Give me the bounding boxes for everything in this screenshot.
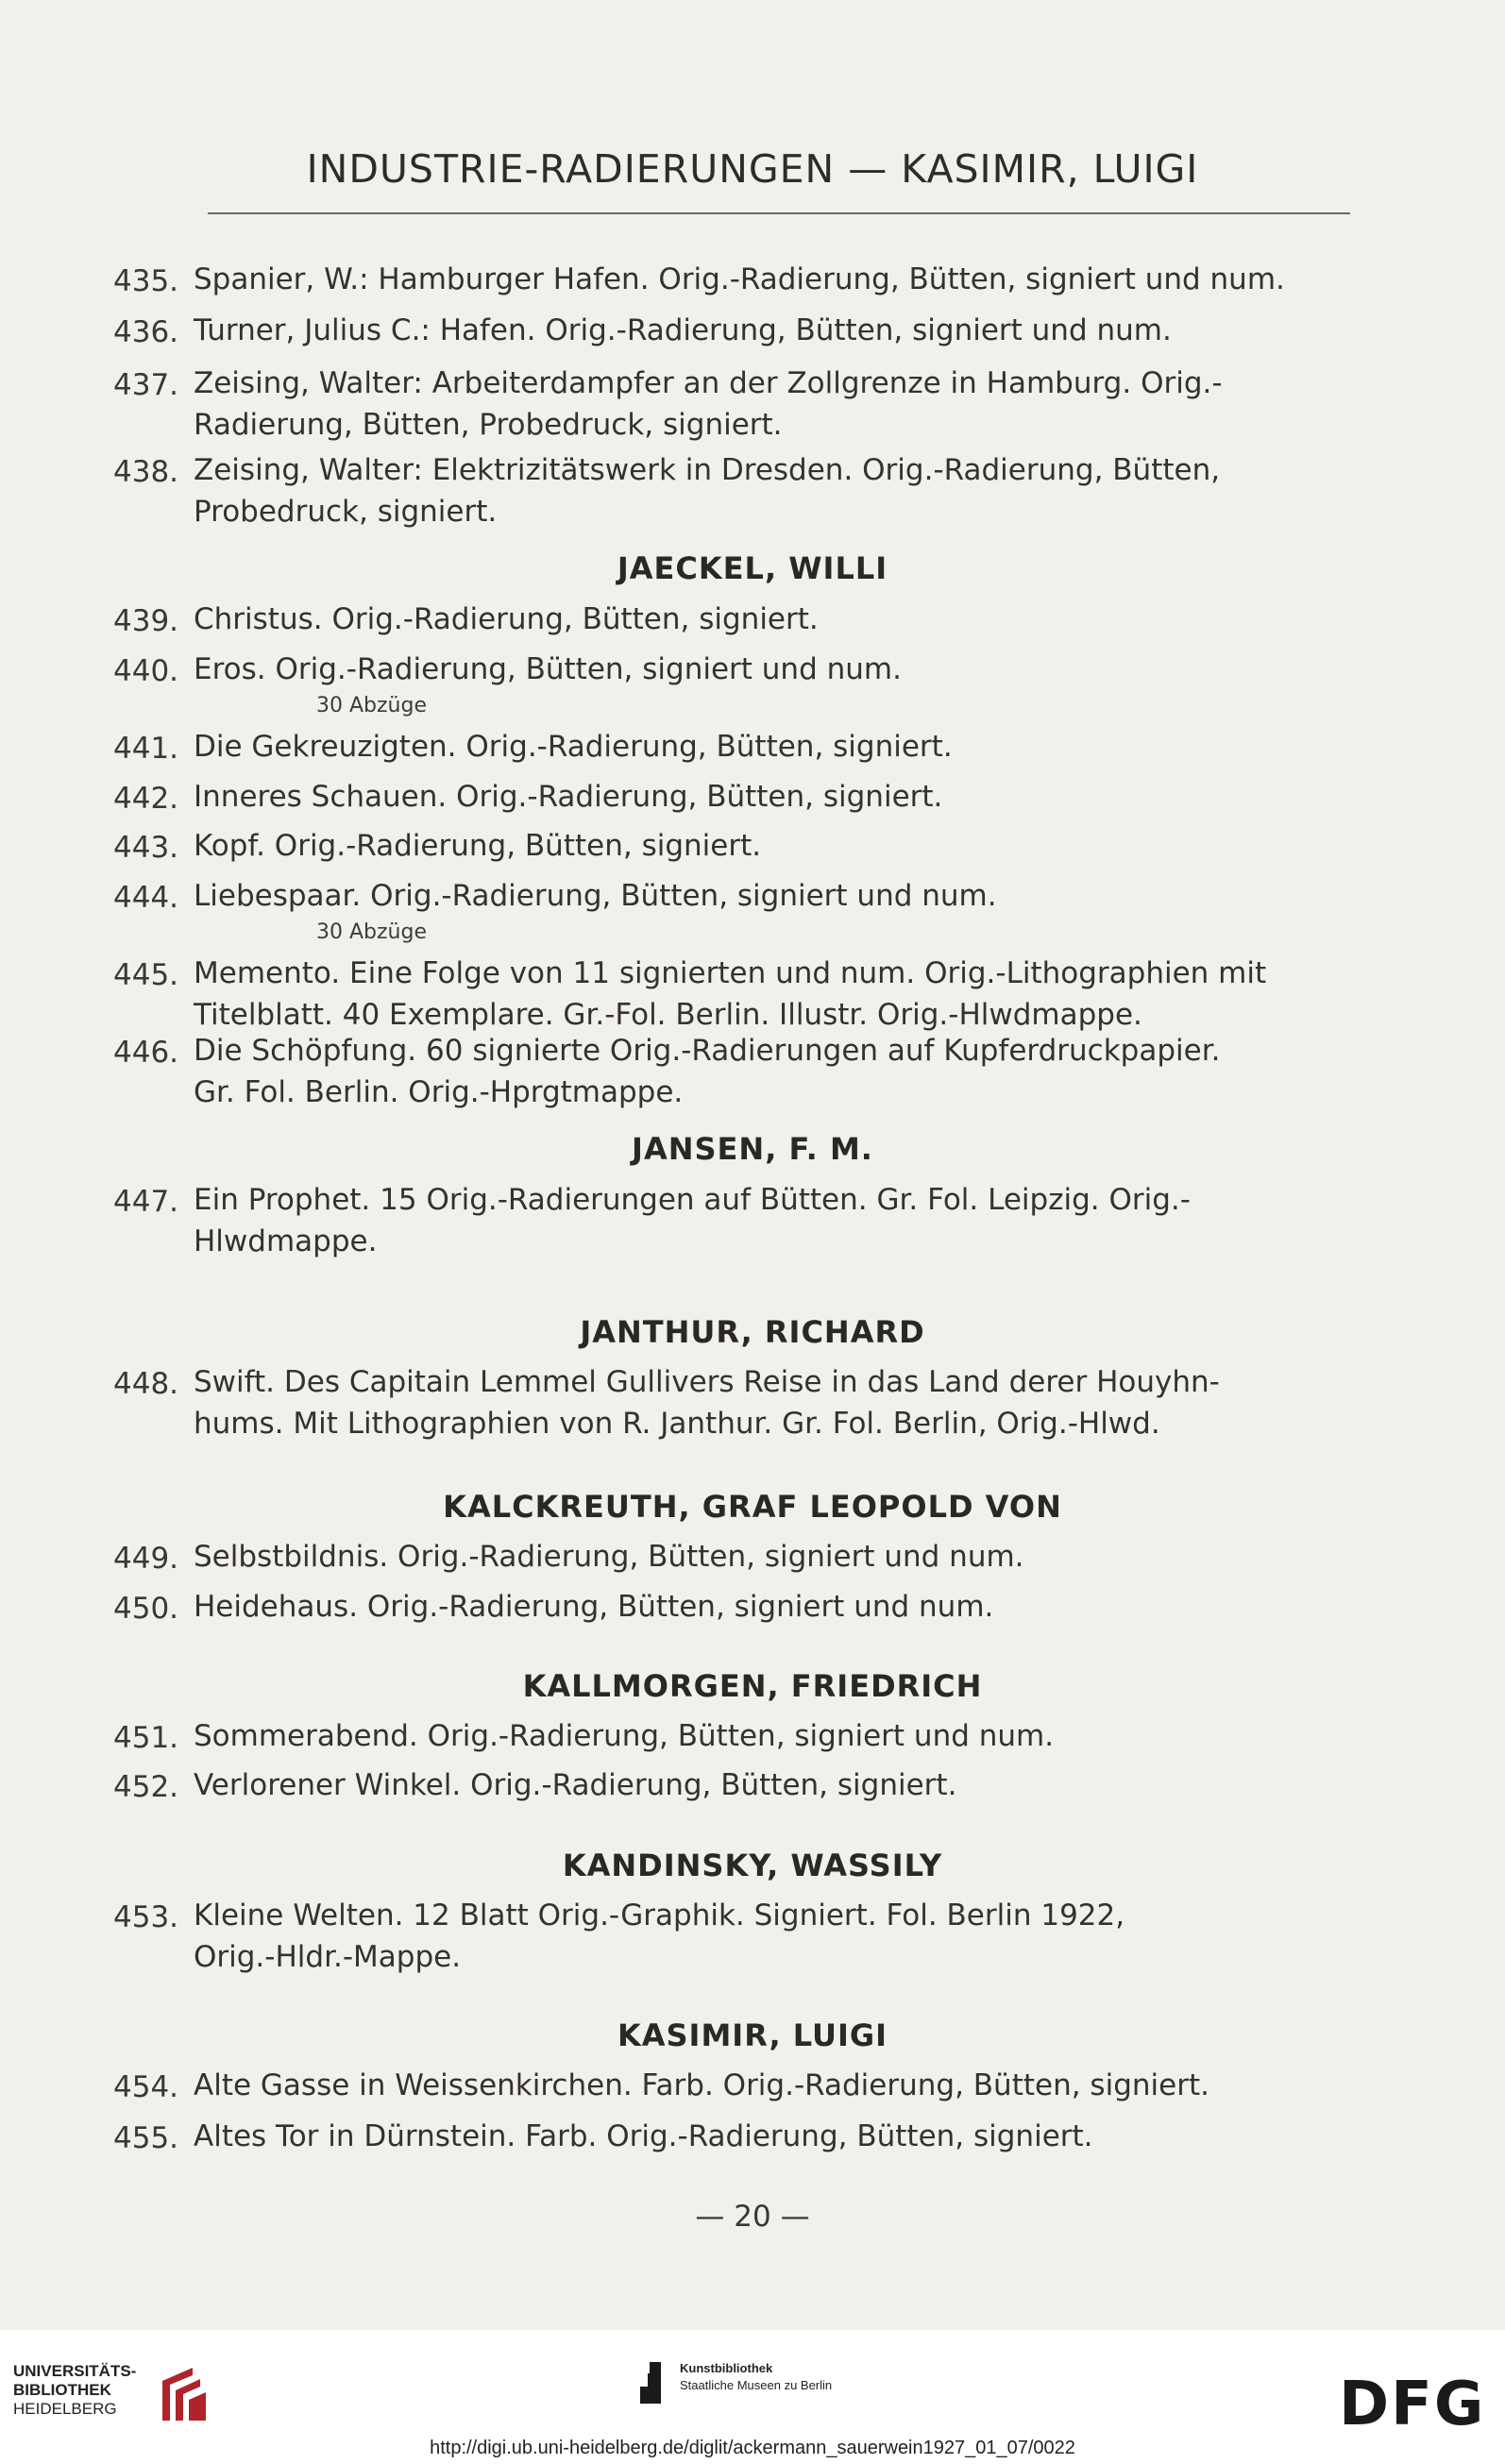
entry-number: 449. (113, 1542, 179, 1576)
section-heading: JAECKEL, WILLI (617, 550, 888, 586)
entry-line: Kopf. Orig.-Radierung, Bütten, signiert. (194, 829, 762, 863)
entry-line: Swift. Des Capitain Lemmel Gullivers Reise in das Land derer Houyhn- (194, 1365, 1220, 1399)
entry-line: Liebespaar. Orig.-Radierung, Bütten, signiert und num. (194, 879, 997, 913)
entry-text (194, 825, 1402, 867)
entry-number: 440. (113, 654, 179, 688)
kb-line-1: Kunstbibliothek (680, 2361, 773, 2375)
entry-number: 451. (113, 1721, 179, 1755)
entry-line: Probedruck, signiert. (194, 495, 498, 529)
entry-line: Turner, Julius C.: Hafen. Orig.-Radierung, Bütten, signiert und num. (194, 313, 1172, 347)
entry-number: 435. (113, 264, 179, 298)
entry-line: Hlwdmappe. (194, 1224, 378, 1258)
entry-text (194, 310, 1402, 351)
entry-number: 447. (113, 1185, 179, 1219)
section-heading: KALLMORGEN, FRIEDRICH (522, 1668, 983, 1704)
library-name (13, 2362, 136, 2419)
section-heading: JANSEN, F. M. (632, 1131, 873, 1167)
entry-text (194, 259, 1402, 300)
entry-text (194, 1179, 1402, 1262)
library-mark-icon (155, 2362, 211, 2428)
entry-line: Spanier, W.: Hamburger Hafen. Orig.-Radierung, Bütten, signiert und num. (194, 262, 1285, 296)
section-heading: JANTHUR, RICHARD (580, 1314, 925, 1350)
entry-number: 437. (113, 368, 179, 402)
library-line-2: BIBLIOTHEK (13, 2381, 111, 2399)
entry-number: 441. (113, 732, 179, 766)
page-number: — 20 — (695, 2200, 810, 2234)
dfg-logo[interactable]: DFG (1339, 2370, 1486, 2439)
entry-line: Zeising, Walter: Arbeiterdampfer an der Zollgrenze in Hamburg. Orig.- (194, 366, 1223, 400)
entry-number: 436. (113, 315, 179, 349)
entry-number: 444. (113, 881, 179, 915)
entry-text (194, 1715, 1402, 1757)
entry-text (194, 1764, 1402, 1806)
entry-number: 450. (113, 1592, 179, 1626)
kunstbibliothek-logo[interactable] (640, 2360, 905, 2417)
entry-number: 442. (113, 782, 179, 816)
kunstbibliothek-text (680, 2360, 832, 2394)
library-line-3: HEIDELBERG (13, 2400, 117, 2418)
ub-heidelberg-logo[interactable] (13, 2362, 211, 2428)
entry-line: Ein Prophet. 15 Orig.-Radierungen auf Bütten. Gr. Fol. Leipzig. Orig.- (194, 1183, 1191, 1217)
entry-number: 453. (113, 1900, 179, 1934)
entry-text (194, 2116, 1402, 2157)
section-heading: KASIMIR, LUIGI (617, 2017, 888, 2053)
entry-text (194, 449, 1402, 532)
entry-line: Titelblatt. 40 Exemplare. Gr.-Fol. Berlin. Illustr. Orig.-Hlwdmappe. (194, 998, 1142, 1032)
entry-text (194, 649, 1402, 690)
entry-number: 443. (113, 831, 179, 865)
kb-line-2: Staatliche Museen zu Berlin (680, 2378, 833, 2392)
entry-text (194, 726, 1402, 768)
entry-line: Die Schöpfung. 60 signierte Orig.-Radierungen auf Kupferdruckpapier. (194, 1034, 1221, 1068)
entry-line: Kleine Welten. 12 Blatt Orig.-Graphik. Signiert. Fol. Berlin 1922, (194, 1899, 1125, 1932)
entry-number: 438. (113, 455, 179, 489)
entry-text (194, 953, 1402, 1036)
entry-line: Sommerabend. Orig.-Radierung, Bütten, signiert und num. (194, 1719, 1055, 1753)
section-heading: KALCKREUTH, GRAF LEOPOLD VON (443, 1489, 1062, 1525)
entry-text (194, 1361, 1402, 1444)
entry-line: Inneres Schauen. Orig.-Radierung, Bütten, signiert. (194, 780, 943, 814)
entry-line: Christus. Orig.-Radierung, Bütten, signiert. (194, 602, 819, 636)
entry-line: Zeising, Walter: Elektrizitätswerk in Dresden. Orig.-Radierung, Bütten, (194, 453, 1221, 487)
entry-text (194, 1030, 1402, 1113)
section-heading: KANDINSKY, WASSILY (562, 1848, 943, 1883)
library-line-1: UNIVERSITÄTS- (13, 2362, 137, 2380)
entry-text (194, 776, 1402, 818)
entry-line: Selbstbildnis. Orig.-Radierung, Bütten, signiert und num. (194, 1540, 1024, 1574)
entry-text (194, 1586, 1402, 1628)
entry-text (194, 1895, 1402, 1978)
running-head: INDUSTRIE-RADIERUNGEN — KASIMIR, LUIGI (306, 146, 1199, 192)
entry-number: 448. (113, 1367, 179, 1401)
entry-line: Gr. Fol. Berlin. Orig.-Hprgtmappe. (194, 1075, 684, 1109)
entry-line: Memento. Eine Folge von 11 signierten und num. Orig.-Lithographien mit (194, 956, 1267, 990)
entry-line: Die Gekreuzigten. Orig.-Radierung, Bütten, signiert. (194, 730, 953, 764)
entry-number: 439. (113, 604, 179, 638)
entry-text (194, 363, 1402, 446)
entry-line: Eros. Orig.-Radierung, Bütten, signiert und num. (194, 652, 902, 686)
entry-number: 455. (113, 2121, 179, 2155)
entry-line: Alte Gasse in Weissenkirchen. Farb. Orig.-Radierung, Bütten, signiert. (194, 2068, 1209, 2102)
entry-number: 446. (113, 1036, 179, 1070)
entry-line: hums. Mit Lithographien von R. Janthur. Gr. Fol. Berlin, Orig.-Hlwd. (194, 1407, 1160, 1441)
entry-number: 445. (113, 958, 179, 992)
source-url[interactable]: http://digi.ub.uni-heidelberg.de/diglit/ackermann_sauerwein1927_01_07/0022 (430, 2438, 1075, 2458)
entry-text (194, 875, 1402, 917)
entry-line: Heidehaus. Orig.-Radierung, Bütten, signiert und num. (194, 1590, 994, 1624)
entry-number: 452. (113, 1770, 179, 1804)
entry-line: Radierung, Bütten, Probedruck, signiert. (194, 408, 783, 442)
entry-text (194, 1536, 1402, 1578)
entry-text (194, 2065, 1402, 2106)
entry-line: Verlorener Winkel. Orig.-Radierung, Bütten, signiert. (194, 1768, 957, 1802)
edition-note: 30 Abzüge (316, 920, 427, 944)
edition-note: 30 Abzüge (316, 694, 427, 717)
kunstbibliothek-mark-icon (640, 2362, 670, 2404)
entry-text (194, 599, 1402, 640)
header-rule (208, 212, 1350, 214)
entry-line: Orig.-Hldr.-Mappe. (194, 1940, 462, 1974)
entry-line: Altes Tor in Dürnstein. Farb. Orig.-Radierung, Bütten, signiert. (194, 2119, 1093, 2153)
entry-number: 454. (113, 2070, 179, 2104)
